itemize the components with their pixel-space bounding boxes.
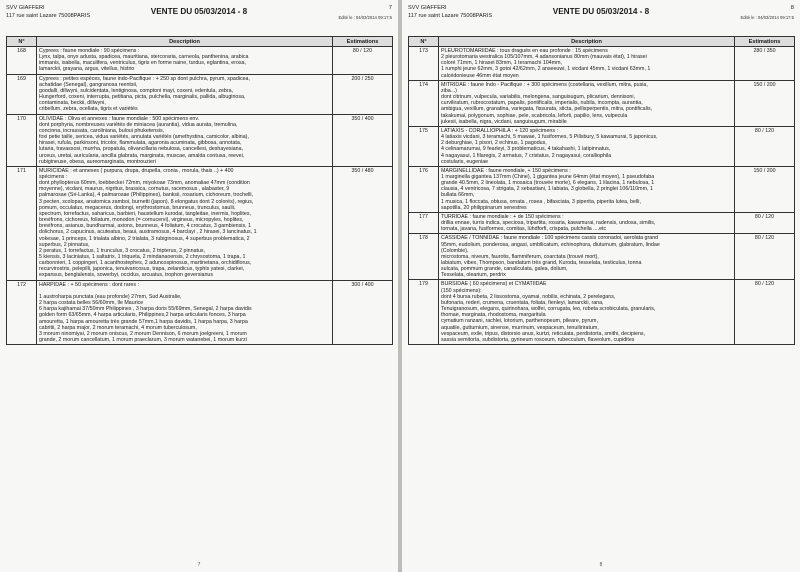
lot-description (439, 47, 735, 81)
page-header (6, 3, 392, 29)
description-line: PLEUROTOMARIIDAE : tous dragués en eau profonde : 15 spécimens (441, 48, 608, 54)
description-line: thomae, marginata, rhodostoma, margaritula (441, 312, 546, 319)
description-line: expansus, benglalensis, sowerbyi, occidus, arcuatus, trophon geversianus (39, 272, 214, 279)
lot-estimate: 150 / 200 (735, 166, 795, 212)
lot-estimate: 300 / 400 (333, 280, 393, 345)
description-line: rubigineuse, obesa, aureomarginata, montrouzieri (39, 158, 156, 165)
description-line: BURSIDAE ( 60 spécimens) et CYMATIIDAE (441, 281, 547, 288)
lots-table (408, 36, 795, 345)
lot-description (37, 114, 333, 166)
lot-row (409, 234, 795, 280)
description-line: MARGINELLIDAE : faune mondiale, + 150 spécimens : (441, 167, 571, 174)
description-line: 2 harpa costata belles 56/60mm, Ile Maurice (39, 300, 144, 307)
lot-row (7, 166, 393, 280)
lot-description (37, 47, 333, 75)
company-address: 117 rue saint Lazare 75008PARIS (6, 13, 91, 19)
description-line: 1 austroharpa punctata (eau profonde) 27mm, Sud Australie, (39, 293, 182, 300)
description-line: vokesae, 1 princeps, 1 trialata albino, 2 trialata, 3 rubiginosus, 4 superbus problematica, 2 (39, 235, 250, 242)
lot-number: 176 (409, 166, 439, 212)
description-line: 5 kiensis, 3 laciniatus, 1 saltatrix, 1 triqueta, 2 mindanaoensis, 2 chrysostoma, 1 trapa, 1 (39, 254, 246, 260)
description-line: pomum, occulatus, megacerus, dodongi, erythrostomus, brunneus, trunculus, saulii, (39, 204, 236, 211)
description-line: brevifrons, asianus, bundharmai, axions, brunneus, 4 foliatum, 4 crocatus, 3 gambiensis, 1 (39, 223, 251, 230)
description-line: dont citrinum, vulpecula, variabilis, melongena, sanguisugum, plicarium, dennisoni, (441, 94, 636, 101)
column-header-number: N° (409, 37, 439, 47)
lot-estimate: 350 / 400 (333, 114, 393, 166)
lot-estimate: 350 / 480 (333, 166, 393, 280)
description-line: achatidae (Senegal), gangranosa reentsii, (39, 81, 138, 88)
edited-timestamp: Edité le : 04/03/2014 09:17:5 (740, 15, 794, 20)
description-line: LATIAXIS - CORALLIOPHILA : + 120 spécimens : (441, 127, 558, 134)
description-line: 2 deburghiae, 1 pisori, 2 echinus, 1 pagodus, (441, 140, 547, 147)
description-line: OLIVIDAE : Oliva et annexes : faune mondiale : 500 spécimens env. (39, 115, 200, 122)
lot-number: 174 (409, 80, 439, 126)
description-line: spécimens : (39, 173, 68, 180)
lot-number: 169 (7, 74, 37, 114)
lot-description (439, 212, 735, 233)
lot-estimate: 80 / 120 (735, 126, 795, 166)
description-line: curviliratum, rubrocostatum, papalis, pontificalis, imperialis, nubila, incompta, aurantia, (441, 100, 643, 107)
lot-row (7, 114, 393, 166)
description-line: 6 harpa kajihamai 37/50mm Philippines , 3 harpa doris 55/69mm, Senegal, 2 harpa davidis (39, 306, 252, 313)
lot-number: 173 (409, 47, 439, 81)
description-line: Cyprees : faune mondiale : 90 spécimens : (39, 48, 140, 54)
lot-estimate: 80 / 120 (735, 280, 795, 345)
lot-number: 178 (409, 234, 439, 280)
lot-number: 179 (409, 280, 439, 345)
description-line: costularis, eugeniae (441, 158, 489, 165)
lot-description (37, 74, 333, 114)
description-line: recurvirostris, pelepilli, japonica, tenuivaricosus, trapa, zelandicus, typhis yatesi, clarkei, (39, 266, 245, 273)
description-line: CASSIDAE / TONNIDAE : faune mondiale : 100 spécimens cassis coronadoi, aerolata grand (441, 235, 659, 242)
description-line: moyenne), vicdani, maurus, nigritus, brassica, cornutus, racemosus , alabaster, 9 (39, 186, 230, 193)
lot-description (439, 126, 735, 166)
description-line: Tenuigranosum, elegans, quirinohara, wolfei, corrugata, leo, rubeta scrobiculata, granularis, (441, 306, 656, 313)
page-number: 7 (388, 5, 392, 11)
description-line: superbus, 2 pinnatus, (39, 241, 90, 248)
table-header-row (409, 37, 795, 47)
description-line: 1 marginella gigantea 137mm (Chine), 1 gigantea jeune 64mm (état moyen), 1 pseudofaba (441, 173, 655, 180)
description-line: bufonaria, rederi, crumena, cruentata, foliata, fienleyi, lamarckii, rana, (441, 299, 604, 306)
description-line: cribellum, zebra, ocellata, tigris et variétés (39, 106, 138, 113)
description-line: 4 celinamarumai, 9 fearleyi, 3 problematicus, 4 takahashi, 1 latipinnatus, (441, 146, 611, 153)
edited-timestamp: Edité le : 04/03/2014 09:17:5 (338, 15, 392, 20)
lot-estimate: 150 / 200 (735, 80, 795, 126)
description-line: dont phyllopterus 60mm, loebbeckei 72mm, miyokoae 73mm, anomaliae 47mm (condition (39, 180, 250, 187)
description-line: golden form 63/65mm, 4 harpa articularis, Philippines,2 harpa articularis fonces, 3 harpa (39, 312, 246, 319)
description-line: concinna, incrassata, caroliniana, buloui phuketensis, (39, 127, 165, 134)
catalog-page-right (402, 0, 800, 572)
description-line: coloré 71mm, 1 hirasei 83mm, 1 teramachi 104mm, (441, 60, 562, 67)
lot-row (409, 166, 795, 212)
description-line: HARPIDAE : + 50 spécimens : dont rares : (39, 281, 139, 288)
description-line: sassia semitorta, subdistorta, gyrineum rosceum, rubecculum, flaveolum, cupidites (441, 336, 635, 343)
lot-estimate: 200 / 250 (333, 74, 393, 114)
description-line: grande 40.5mm, 2 lineolata, 1 mosaica (trouvée morte), 6 elegans, 1 lilacina, 1 nebulosa, 1 (441, 180, 655, 187)
description-line: MURICIDAE : et annexes ( purpura, drupa, drupella, cronia , morula, thais ..) + 400 (39, 167, 234, 174)
lot-estimate: 80 / 120 (735, 212, 795, 233)
description-line: 95mm, eudolium, ponderosa, angasi, umbilicatum, echinophora, diutumum, glabratum, lindae (441, 241, 660, 248)
description-line: cymatium ranzani, rachlei, lotorium, parthenopeum, pileare, pyrum, (441, 318, 598, 325)
lot-description (439, 234, 735, 280)
lot-row (409, 212, 795, 233)
lot-estimate: 80 / 120 (333, 47, 393, 75)
description-line: 2 pleurotomaria westralica 105/107mm, 4 adansonianus 80mm (mauvais état), 1 hirasei (441, 54, 647, 61)
description-line: drillia ennae, turris indica, speciosa, tripartita, rosaria, kawamurai, radensis, undosa, similis, (441, 220, 656, 227)
column-header-estimations: Estimations (735, 37, 795, 47)
lot-description (37, 166, 333, 280)
lot-row (409, 80, 795, 126)
catalog-page-left (0, 0, 398, 572)
description-line: sapotilla, 20 philippinarum senestres (441, 204, 527, 211)
page-footer-number: 8 (599, 562, 603, 568)
description-line: lamarckii, grayana, argus, vitellus, histrio (39, 66, 135, 73)
description-line: goodalli, dillwyni, sulcidentata, lentiginosa, comptoni mayi, coxeni, edentula, zebra, (39, 87, 234, 94)
description-line: jukesii, isabella, nigra, vicdani, sanguisugum, mirabile (441, 118, 567, 125)
lot-description (439, 166, 735, 212)
description-line: MITRIDAE : faune Indo - Pacifique : + 300 spécimens (costellaria, vexillum, mitra, pusia, (441, 81, 648, 88)
description-line: palmarosae (Sri-Lanka), 4 palmarosae (Philippines), banksii, rosarium, cichoreum, trochelli, (39, 192, 254, 199)
description-line: 1 musica, 1 floccata, obtusa, ornata , rosea , bifasciata, 3 piperita, piperita lutea, belli, (441, 198, 641, 205)
column-header-estimations: Estimations (333, 37, 393, 47)
company-name: SVV GIAFFERI (6, 5, 45, 11)
lot-number: 170 (7, 114, 37, 166)
sale-title: VENTE DU 05/03/2014 - 8 (150, 7, 248, 16)
description-line: dolichorus, 2 capucinus, acuteatus, beaui, austramosus, 4 barclayi , 2 hirasei, 3 lancinatus, 1 (39, 229, 257, 236)
description-line: labiatum, vibex, Thompson, bandatum très grand, Kuroda, tesselata, testiculus, tonna (441, 260, 642, 266)
lot-description (37, 280, 333, 345)
lot-row (7, 280, 393, 345)
lot-number: 171 (7, 166, 37, 280)
description-line: 1 rumphi jeune 62mm, 3 gotoi 42/62mm, 2 anseeuwi, 1 vicdani 45mm, 1 vicdani 63mm, 1 (441, 66, 651, 73)
description-line: foxi petie taille, sericea, vidua variétés, annulata variétés (amethystina, camicolor, albina), (39, 134, 249, 141)
lot-row (7, 47, 393, 75)
description-line: Lynx, talpa, onyx adusta, spadicea, mauritiana, stercoraria, carneola, panthenina, arabica (39, 54, 249, 61)
description-line: Hungerford, coxeni, interrupta, petitiana, picta, pulchella, marginalis, pallida, albuginosa, (39, 94, 246, 101)
description-line: (150 spécimens): (441, 287, 482, 294)
description-line: (Colombie), (441, 247, 469, 254)
page-footer-number: 7 (197, 562, 201, 568)
lot-description (439, 280, 735, 345)
description-line: sulcata, pommum grande, canaliculata, galea, dolium, (441, 266, 568, 273)
lot-estimate: 80 / 120 (735, 234, 795, 280)
lot-number: 175 (409, 126, 439, 166)
lot-row (7, 74, 393, 114)
description-line: amouretta, 1 harpa amouretta très grande 57mm,1 harpa davidis, 1 harpa harpa, 3 harpa (39, 318, 248, 325)
description-line: bullata 66mm, (441, 192, 475, 199)
description-line: microstoma, niveum, faurotis, flammiferum, coarctata (trouvé mort), (441, 253, 599, 260)
description-line: 3 morum ninomiyai, 2 morum oniscus, 2 morum Dennison, 6 morum joelgreeni, 1 morum (39, 330, 247, 337)
description-line: 2 peratus, 1 torrefactus, 1 trunculus, 3 crocatus, 2 tripterus, 2 pinnatus, (39, 247, 206, 254)
description-line: immanis, isabella, maculifera, ventriculus, tigris en forme naine, turdus, eglantina, erosa, (39, 60, 246, 67)
description-line: brevifrons, cichoreus, foliatum, monodon (= cornucervi), virgineus, micropyles, hoplites, (39, 217, 244, 224)
lot-number: 168 (7, 47, 37, 75)
description-line: 4 latiaxis vicdani, 3 teramachi, 5 mawae, 1 fusiformes, 5 Pillsbury, 5 kawamurai, 5 japonicus, (441, 134, 658, 141)
column-header-description: Description (439, 37, 735, 47)
description-line: dont porphyria, nombreuses variétés de miniacea (aurantia), vidua aurata, tremulina, (39, 121, 238, 128)
lot-row (409, 47, 795, 81)
description-line: dont 4 bursa rubeta, 2 lissostoma, oyamai, nobilis, echinata, 2 perelegans, (441, 293, 616, 300)
description-line: hirasei, rufula, parkinsoni, tricolor, flammulata, agaronia acuminata, gibbosa, annotata, (39, 140, 242, 147)
description-line: contaminata, beckii, dillwyni, (39, 100, 106, 107)
description-line: TURRIDAE : faune mondiale : + de 150 spécimens : (441, 213, 564, 220)
sale-title: VENTE DU 05/03/2014 - 8 (552, 7, 650, 16)
description-line: Tesselata, olearium, perdrix (441, 272, 506, 279)
description-line: carbonnieri, 1 coppingeri, 1 acanthostephes, 2 aduncospinosus, martinetana, orchidiflorus, (39, 260, 252, 267)
company-address: 117 rue saint Lazare 75008PARIS (408, 13, 493, 19)
page-number: 8 (790, 5, 794, 11)
description-line: 3 pecten, scolopax, anatomica zamboi, burnetti (japon), 8 elongatus dont 2 colorés), regius, (39, 198, 254, 205)
description-line: ambigua, vexillum, granatina, variegata, fissurata, sticta, pellisperpentis, mitra, pontificalis, (441, 106, 653, 113)
description-line: urceus, uretai, auricularia, ancilla glabrata, marginata, muscae, amalda contusa, reevei, (39, 152, 245, 159)
description-line: takakumai, polygonum, sophiae, pele, scabricola, leforti, papilio, lens, vulpecula (441, 112, 628, 119)
lot-description (439, 80, 735, 126)
description-line: aquatile, gutturnium, sinense, murrinum, vespaceum, tenuiliriratum, (441, 324, 599, 331)
description-line: spectrum, torrefactus, saharicus, barbieri, haustellum kurodai, tangleitae, inermis, hoplites, (39, 210, 251, 217)
column-header-description: Description (37, 37, 333, 47)
description-line: tornata, javana, fusiformes, comitas, lühdforfi, crispata, pulchella ....etc (441, 226, 607, 233)
description-line: cabritii, 2 harpa major, 2 morum teramachi, 4 morum tuberculosum, (39, 324, 197, 331)
lot-number: 172 (7, 280, 37, 345)
lot-number: 177 (409, 212, 439, 233)
table-header-row (7, 37, 393, 47)
column-header-number: N° (7, 37, 37, 47)
description-line: ziba...) (441, 87, 457, 94)
description-line: grande, 2 morum cancellatum, 1 morum praeclarum, 3 morum watanebei, 1 morum kurzi (39, 337, 247, 344)
lot-row (409, 126, 795, 166)
description-line: calcédonieuse 46mm état moyen (441, 72, 519, 79)
description-line: 4 nagayasui, 1 filaregis, 2 armatus, 7 cristatus, 2 nagayasui, coralliophila (441, 152, 612, 159)
page-header (408, 3, 794, 29)
description-line: lutaria, travassosi, murrha, propatula, olivancillaria nebulosa, cancellesi, deshayesiana, (39, 146, 244, 153)
description-line: Cyprees : petites espèces, faune indo-Pacifique : + 250 sp dont pulchra, pyrum, spadicea, (39, 75, 250, 82)
lot-row (409, 280, 795, 345)
company-name: SVV GIAFFERI (408, 5, 447, 11)
description-line: clausia, 4 ventricosa, 7 strigata, 2 sebastiani, 1 labiata, 3 globella, 2 pringlei 106/110mm, 1 (441, 186, 653, 193)
lot-estimate: 280 / 350 (735, 47, 795, 81)
description-line: vespaceum, exile, tripus, distorsio anus, kurtzi, reticulata, perdistorta, smithi, decipiens, (441, 330, 646, 337)
lots-table (6, 36, 393, 345)
